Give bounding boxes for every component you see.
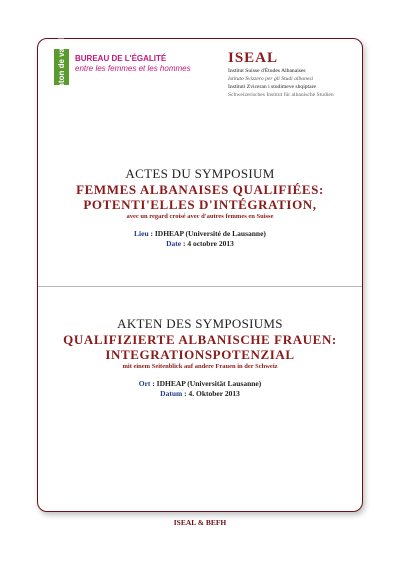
german-subtitle: mit einem Seitenblick auf andere Frauen in der Schweiz bbox=[122, 363, 278, 370]
french-title-line1: FEMMES ALBANAISES QUALIFIÉES: bbox=[76, 182, 324, 197]
iseal-line-de: Schweizerisches Institut für albanische Studien bbox=[228, 92, 334, 98]
bureau-egalite-logo bbox=[75, 54, 215, 74]
german-date bbox=[38, 389, 362, 399]
iseal-header bbox=[228, 50, 358, 99]
vaud-logo-text: canton de vaud bbox=[57, 37, 66, 97]
german-place-label: Ort bbox=[138, 379, 151, 388]
french-subtitle: avec un regard croisé avec d'autres femmes en Suisse bbox=[126, 213, 274, 220]
german-date-label: Datum bbox=[160, 389, 183, 398]
french-section bbox=[38, 166, 362, 249]
german-place bbox=[38, 379, 362, 389]
french-acts-heading: ACTES DU SYMPOSIUM bbox=[125, 166, 275, 181]
german-acts-heading: AKTEN DES SYMPOSIUMS bbox=[117, 316, 283, 331]
french-place-label: Lieu bbox=[134, 229, 149, 238]
footer-publisher: ISEAL & BEFH bbox=[173, 518, 227, 527]
french-date-label: Date bbox=[166, 239, 182, 248]
german-title-line2: INTEGRATIONSPOTENZIAL bbox=[105, 347, 295, 362]
section-divider bbox=[38, 286, 362, 287]
german-section bbox=[38, 316, 362, 399]
french-date bbox=[38, 239, 362, 249]
iseal-line-sq: Instituti Zviceran i studimeve shqiptare bbox=[228, 84, 316, 90]
german-place-value: : IDHEAP (Universität Lausanne) bbox=[150, 379, 262, 388]
german-title-line1: QUALIFIZIERTE ALBANISCHE FRAUEN: bbox=[63, 332, 337, 347]
bureau-line2: entre les femmes et les hommes bbox=[75, 64, 191, 73]
french-place-value: : IDHEAP (Université de Lausanne) bbox=[148, 229, 266, 238]
iseal-line-fr: Institut Suisse d'Études Albanaises bbox=[228, 68, 306, 74]
french-title-line2: POTENTI'ELLES D'INTÉGRATION, bbox=[83, 197, 317, 212]
iseal-line-it: Istituto Svizzero per gli Studi albanesi bbox=[228, 76, 314, 82]
iseal-logo: ISEAL bbox=[228, 50, 279, 66]
german-date-value: : 4. Oktober 2013 bbox=[182, 389, 240, 398]
french-date-value: : 4 octobre 2013 bbox=[181, 239, 234, 248]
canton-vaud-logo bbox=[54, 37, 69, 97]
title-page-card bbox=[37, 38, 363, 512]
french-place bbox=[38, 229, 362, 239]
bureau-line1: BUREAU DE L'ÉGALITÉ bbox=[75, 54, 167, 63]
